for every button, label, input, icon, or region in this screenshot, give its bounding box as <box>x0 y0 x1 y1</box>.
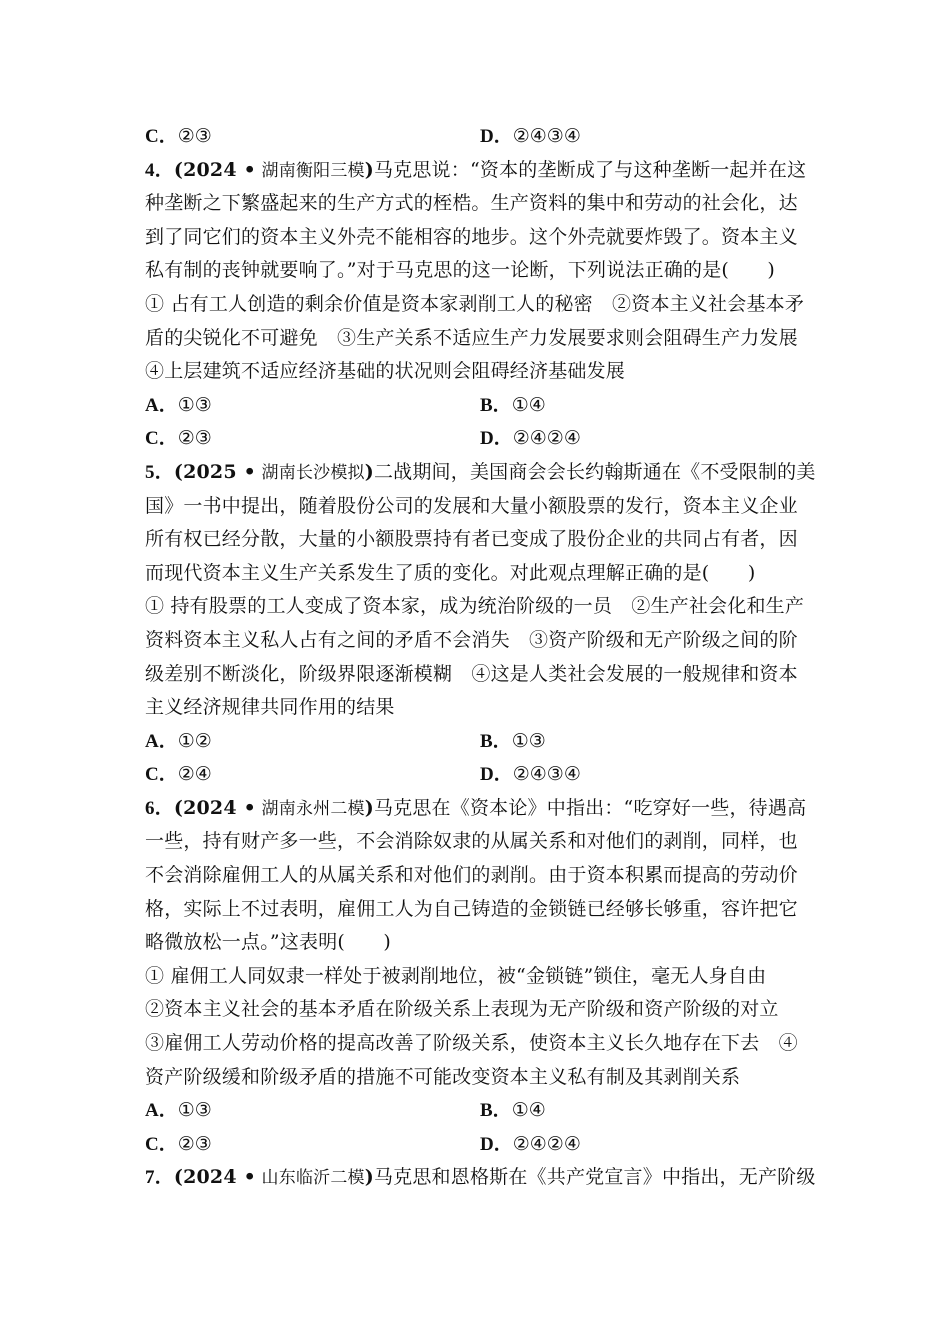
statement-line: ②资本主义社会的基本矛盾在阶级关系上表现为无产阶级和资产阶级的对立 <box>145 998 779 1021</box>
options-row <box>145 1128 810 1162</box>
question-text-line: 而现代资本主义生产关系发生了质的变化。对此观点理解正确的是( ) <box>145 561 756 584</box>
option-b: B．①③ <box>480 729 546 752</box>
question-text-line: 私有制的丧钟就要响了。”对于马克思的这一论断，下列说法正确的是( ) <box>145 259 776 282</box>
option-d: D．②④③④ <box>480 125 581 147</box>
option-b: B．①④ <box>480 393 546 416</box>
option-d: D．②④②④ <box>480 427 581 450</box>
statement-line: ③雇佣工人劳动价格的提高改善了阶级关系，使资本主义长久地存在下去 ④ <box>145 1032 798 1055</box>
question-text-line: 略微放松一点。”这表明( ) <box>145 931 392 954</box>
question-6 <box>145 792 810 1162</box>
question-text-line: 种垄断之下繁盛起来的生产方式的桎梏。生产资料的集中和劳动的社会化，达 <box>145 192 798 215</box>
option-a: A．①② <box>145 729 212 752</box>
question-text-line: 一些，持有财产多一些，不会消除奴隶的从属关系和对他们的剥削，同样，也 <box>145 830 798 853</box>
statement-line: 级差别不断淡化，阶级界限逐渐模糊 ④这是人类社会发展的一般规律和资本 <box>145 662 798 685</box>
statement-line: ① 持有股票的工人变成了资本家，成为统治阶级的一员 ②生产社会化和生产 <box>145 595 805 618</box>
question-text-line: 所有权已经分散，大量的小额股票持有者已变成了股份企业的共同占有者，因 <box>145 528 798 551</box>
statement-line: ④上层建筑不适应经济基础的状况则会阻碍经济基础发展 <box>145 360 626 383</box>
options-row <box>145 389 810 423</box>
question-stem-line: 6．(2024 • 湖南永州二模)马克思在《资本论》中指出：“吃穿好一些，待遇高 <box>145 796 807 819</box>
option-b: B．①④ <box>480 1099 546 1122</box>
option-c: C．②③ <box>145 427 212 450</box>
option-c: C．②④ <box>145 763 212 786</box>
option-d: D．②④③④ <box>480 763 581 786</box>
question-text-line: 到了同它们的资本主义外壳不能相容的地步。这个外壳就要炸毁了。资本主义 <box>145 225 798 248</box>
option-d: D．②④②④ <box>480 1132 581 1155</box>
statement-line: 资产阶级缓和阶级矛盾的措施不可能改变资本主义私有制及其剥削关系 <box>145 1065 741 1088</box>
statement-line: ① 雇佣工人同奴隶一样处于被剥削地位，被“金锁链”锁住，毫无人身自由 <box>145 964 767 987</box>
question-7 <box>145 1161 816 1195</box>
option-a: A．①③ <box>145 1099 212 1122</box>
question-stem-line: 4．(2024 • 湖南衡阳三模)马克思说：“资本的垄断成了与这种垄断一起并在这 <box>145 158 807 181</box>
question-5 <box>145 456 816 792</box>
statement-line: 主义经济规律共同作用的结果 <box>145 696 395 719</box>
question-4 <box>145 154 810 456</box>
options-row <box>145 422 810 456</box>
question-text-line: 格，实际上不过表明，雇佣工人为自己铸造的金锁链已经够长够重，容许把它 <box>145 897 798 920</box>
question-text-line: 国》一书中提出，随着股份公司的发展和大量小额股票的发行，资本主义企业 <box>145 494 798 517</box>
question-text-line: 不会消除雇佣工人的从属关系和对他们的剥削。由于资本积累而提高的劳动价 <box>145 864 798 887</box>
q3-options-row <box>145 120 810 154</box>
option-c: C．②③ <box>145 125 212 147</box>
statement-line: ① 占有工人创造的剩余价值是资本家剥削工人的秘密 ②资本主义社会基本矛 <box>145 292 805 315</box>
statement-line: 盾的尖锐化不可避免 ③生产关系不适应生产力发展要求则会阻碍生产力发展 <box>145 326 798 349</box>
question-stem-line: 5．(2025 • 湖南长沙模拟)二战期间，美国商会会长约翰斯通在《不受限制的美 <box>145 460 816 483</box>
options-row <box>145 758 810 792</box>
question-content <box>145 120 816 1195</box>
question-stem-line: 7．(2024 • 山东临沂二模)马克思和恩格斯在《共产党宣言》中指出，无产阶级 <box>145 1166 816 1189</box>
option-c: C．②③ <box>145 1132 212 1155</box>
option-a: A．①③ <box>145 393 212 416</box>
statement-line: 资料资本主义私人占有之间的矛盾不会消失 ③资产阶级和无产阶级之间的阶 <box>145 628 798 651</box>
options-row <box>145 1094 810 1128</box>
options-row <box>145 725 810 759</box>
